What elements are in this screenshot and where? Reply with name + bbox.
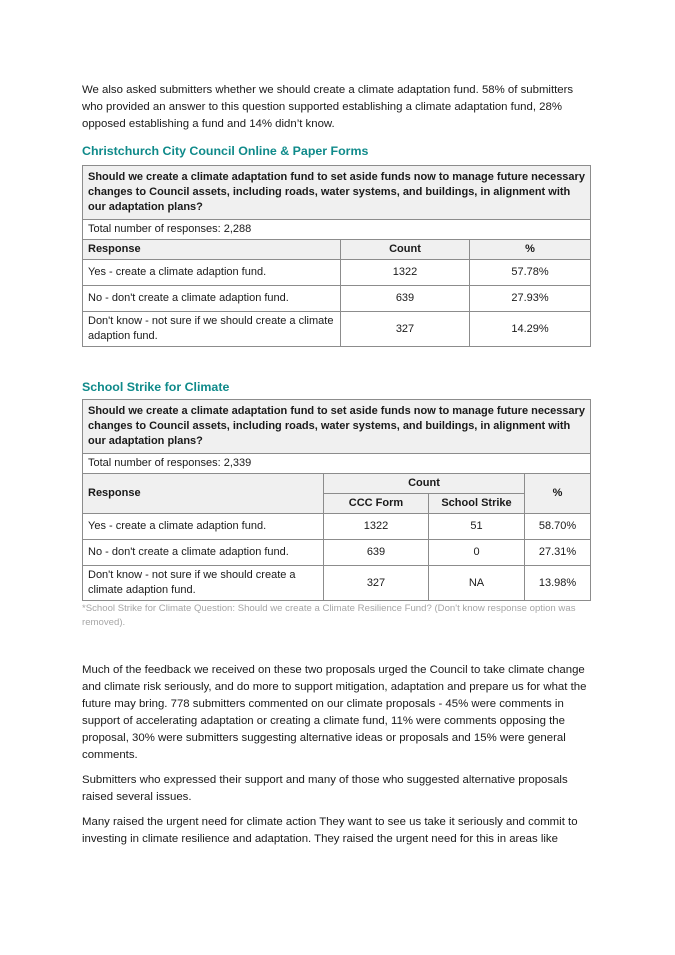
body-paragraph: Many raised the urgent need for climate action They want to see us take it seriously and commit to investing in climate resilience and adaptation. They raised the urgent need for this in areas like	[82, 816, 578, 845]
section1-table	[82, 165, 591, 347]
row-percent: 27.31%	[525, 540, 591, 566]
section1-heading: Christchurch City Council Online & Paper Forms	[82, 144, 369, 158]
body-paragraph: Submitters who expressed their support and many of those who suggested alternative proposals raised several issues.	[82, 774, 568, 803]
row-ccc-count: 639	[324, 540, 429, 566]
row-percent: 13.98%	[525, 566, 591, 601]
row-count: 639	[341, 286, 470, 312]
section2-header-school-strike: School Strike	[429, 494, 525, 514]
row-percent: 27.93%	[470, 286, 591, 312]
section2-header-response: Response	[83, 474, 324, 514]
row-ccc-count: 327	[324, 566, 429, 601]
table-row	[83, 514, 591, 540]
row-school-count: NA	[429, 566, 525, 601]
section2-table	[82, 399, 591, 601]
row-count: 1322	[341, 260, 470, 286]
table-row	[83, 312, 591, 347]
row-response: Yes - create a climate adaption fund.	[83, 514, 324, 540]
row-response: Don't know - not sure if we should create a climate adaption fund.	[83, 566, 324, 601]
table-row	[83, 286, 591, 312]
intro-paragraph: We also asked submitters whether we should create a climate adaptation fund. 58% of submitters who provided an answer to this question supported establishing a climate adaptation fund, 28% opposed establishing a fund and 14% didn’t know.	[82, 84, 574, 130]
row-percent: 14.29%	[470, 312, 591, 347]
row-school-count: 0	[429, 540, 525, 566]
table-row	[83, 540, 591, 566]
section1-total: Total number of responses: 2,288	[83, 220, 591, 240]
section1-header-response: Response	[83, 240, 341, 260]
section2-header-percent: %	[525, 474, 591, 514]
section2-heading: School Strike for Climate	[82, 380, 230, 394]
row-percent: 57.78%	[470, 260, 591, 286]
row-percent: 58.70%	[525, 514, 591, 540]
section2-question: Should we create a climate adaptation fund to set aside funds now to manage future necessary changes to Council assets, including roads, water systems, and buildings, in alignment with our adaptation plans?	[83, 400, 591, 454]
body-paragraph: Much of the feedback we received on these two proposals urged the Council to take climate change and climate risk seriously, and do more to support mitigation, adaptation and prepare us for what the future may bring. 778 submitters commented on our climate proposals - 45% were comments in support of accelerating adaptation or creating a climate fund, 11% were comments opposing the proposal, 30% were submitters suggesting alternative ideas or proposals and 15% were general comments.	[82, 664, 587, 761]
row-response: No - don't create a climate adaption fund.	[83, 540, 324, 566]
row-response: Don't know - not sure if we should create a climate adaption fund.	[83, 312, 341, 347]
row-response: No - don't create a climate adaption fund.	[83, 286, 341, 312]
document-page	[82, 82, 590, 856]
row-response: Yes - create a climate adaption fund.	[83, 260, 341, 286]
row-ccc-count: 1322	[324, 514, 429, 540]
row-school-count: 51	[429, 514, 525, 540]
section2-total: Total number of responses: 2,339	[83, 454, 591, 474]
table-row	[83, 566, 591, 601]
section1-question: Should we create a climate adaptation fund to set aside funds now to manage future necessary changes to Council assets, including roads, water systems, and buildings, in alignment with our adaptation plans?	[83, 166, 591, 220]
section1-header-count: Count	[341, 240, 470, 260]
section2-header-count: Count	[324, 474, 525, 494]
table-row	[83, 260, 591, 286]
row-count: 327	[341, 312, 470, 347]
section1-header-percent: %	[470, 240, 591, 260]
section2-header-ccc-form: CCC Form	[324, 494, 429, 514]
section2-footnote: *School Strike for Climate Question: Should we create a Climate Resilience Fund? (Don't know response option was removed).	[82, 603, 576, 628]
